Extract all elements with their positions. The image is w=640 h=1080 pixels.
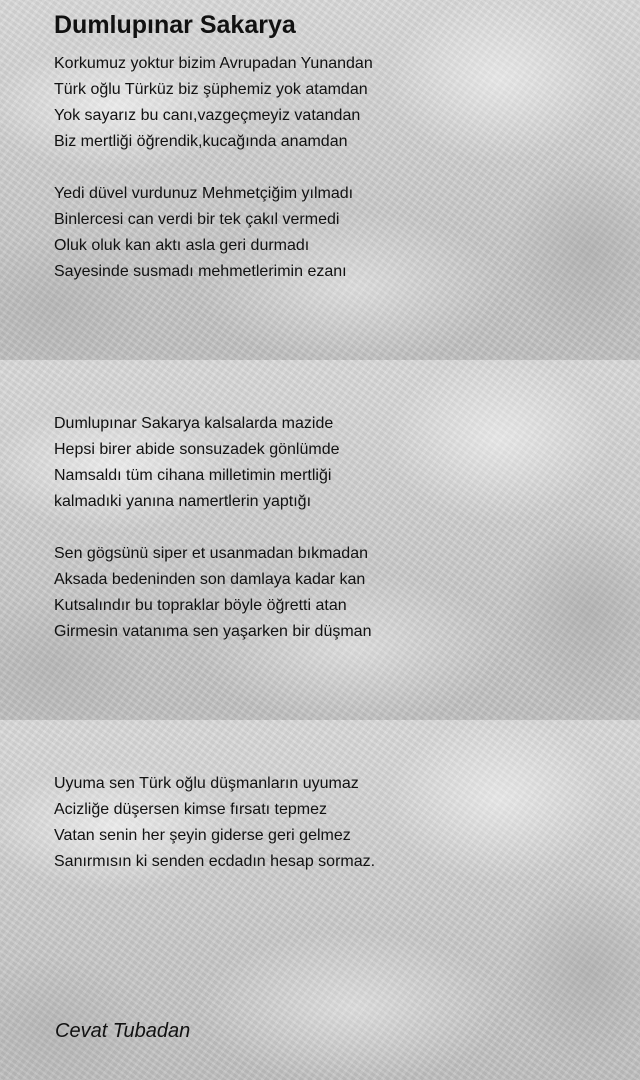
- poem-line: Aksada bedeninden son damlaya kadar kan: [54, 571, 366, 588]
- poem-title: Dumlupınar Sakarya: [54, 11, 296, 39]
- poem-line: Sanırmısın ki senden ecdadın hesap sormaz.: [54, 853, 376, 870]
- poem-line: Biz mertliği öğrendik,kucağında anamdan: [54, 133, 348, 150]
- poem-line: Sayesinde susmadı mehmetlerimin ezanı: [54, 263, 347, 280]
- stanza-1: [54, 51, 373, 155]
- poem-line: Dumlupınar Sakarya kalsalarda mazide: [54, 415, 334, 432]
- poem-line: Yedi düvel vurdunuz Mehmetçiğim yılmadı: [54, 185, 354, 202]
- poem-card-1: [0, 0, 640, 360]
- poem-author: Cevat Tubadan: [55, 1020, 191, 1042]
- stanza-3: [54, 411, 340, 515]
- poem-line: kalmadıki yanına namertlerin yaptığı: [54, 493, 312, 510]
- poem-line: Oluk oluk kan aktı asla geri durmadı: [54, 237, 310, 254]
- poem-line: Vatan senin her şeyin giderse geri gelmez: [54, 827, 351, 844]
- stanza-2: [54, 181, 353, 285]
- poem-line: Girmesin vatanıma sen yaşarken bir düşman: [54, 623, 372, 640]
- poem-line: Korkumuz yoktur bizim Avrupadan Yunandan: [54, 55, 373, 72]
- poem-line: Namsaldı tüm cihana milletimin mertliği: [54, 467, 332, 484]
- poem-line: Sen gögsünü siper et usanmadan bıkmadan: [54, 545, 368, 562]
- poem-line: Acizliğe düşersen kimse fırsatı tepmez: [54, 801, 327, 818]
- poem-line: Türk oğlu Türküz biz şüphemiz yok atamdan: [54, 81, 368, 98]
- poem-line: Uyuma sen Türk oğlu düşmanların uyumaz: [54, 775, 359, 792]
- poem-card-3: [0, 720, 640, 1080]
- poem-card-2: [0, 360, 640, 720]
- poem-line: Hepsi birer abide sonsuzadek gönlümde: [54, 441, 340, 458]
- poem-line: Yok sayarız bu canı,vazgeçmeyiz vatandan: [54, 107, 361, 124]
- poem-line: Kutsalındır bu topraklar böyle öğretti atan: [54, 597, 347, 614]
- stanza-4: [54, 541, 371, 645]
- stanza-5: [54, 771, 375, 875]
- poem-line: Binlercesi can verdi bir tek çakıl vermedi: [54, 211, 340, 228]
